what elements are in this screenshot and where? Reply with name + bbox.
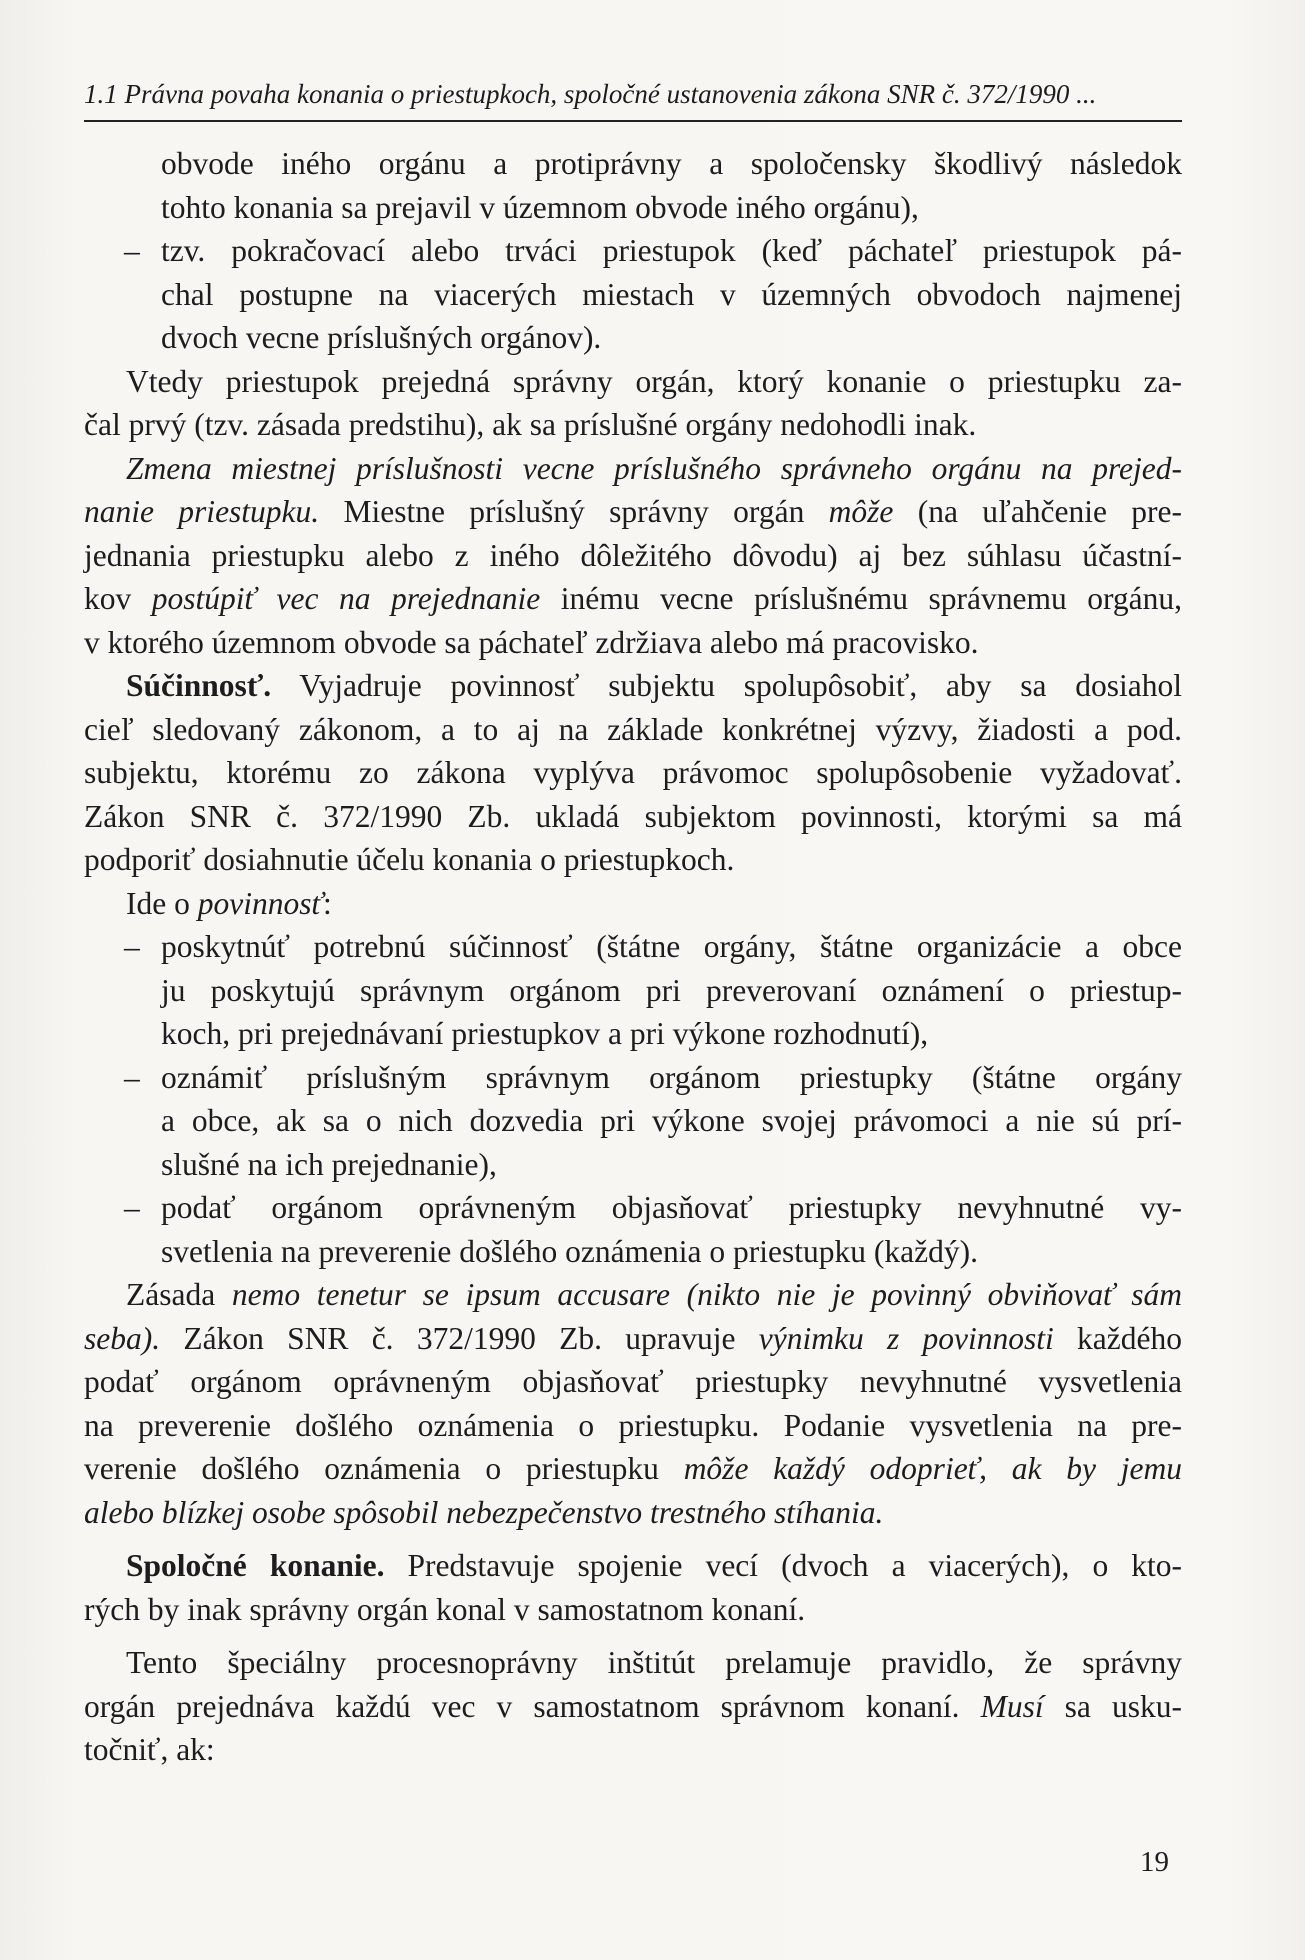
text-span: Miestne príslušný správny orgán [319, 494, 829, 529]
text-line [84, 447, 1182, 491]
text-span: jednania priestupku alebo z iného dôležitého dôvodu) aj bez súhlasu účastní- [84, 537, 1182, 573]
page-body-text [84, 142, 1182, 1772]
italic-span: povinnosť [197, 885, 323, 921]
text-span: poskytnúť potrebnú súčinnosť (štátne orgány, štátne organizácie a obce [161, 929, 1182, 964]
text-span: a obce, ak sa o nich dozvedia pri výkone svojej právomoci a nie sú prí- [161, 1103, 1182, 1138]
text-line [84, 1056, 1182, 1100]
text-span: alebo blízkej osobe spôsobil nebezpečenstvo trestného stíhania. [84, 1494, 884, 1530]
text-line [84, 1186, 1182, 1230]
text-line [84, 1360, 1182, 1404]
italic-span: môže [828, 494, 894, 529]
text-span: Vtedy priestupok prejedná správny orgán, ktorý konanie o priestupku za- [126, 363, 1182, 399]
text-span: Predstavuje spojenie vecí (dvoch a viacerých), o kto- [384, 1548, 1182, 1583]
text-line [84, 1230, 1182, 1274]
text-span: Zmena miestnej príslušnosti vecne príslušného správneho orgánu na prejed- [126, 450, 1182, 486]
text-line [84, 273, 1182, 317]
text-line [84, 1012, 1182, 1056]
text-span: tohto konania sa prejavil v územnom obvode iného orgánu), [161, 189, 919, 225]
text-span: rých by inak správny orgán konal v samostatnom konaní. [84, 1591, 806, 1627]
text-span: ju poskytujú správnym orgánom pri preverovaní oznámení o priestup- [161, 972, 1182, 1008]
text-span: podať orgánom oprávneným objasňovať priestupky nevyhnutné vysvetlenia [84, 1364, 1182, 1399]
text-line [84, 838, 1182, 882]
text-span: na preverenie došlého oznámenia o priestupku. Podanie vysvetlenia na pre- [84, 1407, 1182, 1443]
text-span: podporiť dosiahnutie účelu konania o priestupkoch. [84, 842, 735, 877]
paragraph-gap [84, 1631, 1182, 1641]
text-span: podať orgánom oprávneným objasňovať priestupky nevyhnutné vy- [161, 1190, 1182, 1225]
text-span: Vyjadruje povinnosť subjektu spolupôsobiť, aby sa dosiahol [271, 668, 1182, 703]
text-line [84, 142, 1182, 186]
text-span: cieľ sledovaný zákonom, a to aj na základe konkrétnej výzvy, žiadosti a pod. [84, 711, 1182, 747]
text-span: subjektu, ktorému zo zákona vyplýva právomoc spolupôsobenie vyžadovať. [84, 755, 1182, 790]
text-span: slušné na ich prejednanie), [161, 1146, 497, 1182]
text-span: v ktorého územnom obvode sa páchateľ zdržiava alebo má pracovisko. [84, 624, 979, 660]
italic-span: môže každý odoprieť, ak by jemu [683, 1451, 1183, 1486]
text-line [84, 925, 1182, 969]
text-span: tzv. pokračovací alebo trváci priestupok (keď páchateľ priestupok pá- [161, 233, 1182, 268]
text-line [84, 1099, 1182, 1143]
text-line [84, 1404, 1182, 1448]
text-span: Zákon SNR č. 372/1990 Zb. ukladá subjektom povinnosti, ktorými sa má [84, 798, 1182, 834]
text-span: svetlenia na preverenie došlého oznámenia o priestupku (každý). [161, 1233, 978, 1269]
text-span: chal postupne na viacerých miestach v územných obvodoch najmenej [161, 276, 1182, 312]
text-span: Tento špeciálny procesnoprávny inštitút prelamuje pravidlo, že správny [126, 1645, 1182, 1680]
bold-lead: Spoločné konanie. [126, 1548, 385, 1583]
text-line [84, 1544, 1182, 1588]
text-line [84, 1728, 1182, 1772]
running-header: 1.1 Právna povaha konania o priestupkoch, spoločné ustanovenia zákona SNR č. 372/1990 ... [84, 76, 1182, 122]
text-line [84, 1641, 1182, 1685]
text-line [84, 316, 1182, 360]
text-span: točniť, ak: [84, 1732, 215, 1767]
text-line [84, 229, 1182, 273]
text-line [84, 1491, 1182, 1535]
italic-span: seba). [84, 1320, 161, 1356]
text-line [84, 969, 1182, 1013]
text-line [84, 186, 1182, 230]
italic-span: postúpiť vec na prejednanie [151, 581, 541, 616]
text-line [84, 1447, 1182, 1491]
list-dash: – [124, 929, 140, 964]
text-span: oznámiť príslušným správnym orgánom priestupky (štátne orgány [161, 1059, 1182, 1095]
text-span: verenie došlého oznámenia o priestupku [84, 1451, 684, 1486]
italic-span: výnimku z povinnosti [758, 1320, 1054, 1356]
text-span: inému vecne príslušnému správnemu orgánu, [540, 581, 1182, 616]
text-span: : [322, 885, 332, 921]
text-span: orgán prejednáva každú vec v samostatnom správnom konaní. [84, 1688, 981, 1724]
text-line [84, 621, 1182, 665]
text-span: Ide o [126, 885, 198, 921]
list-dash: – [124, 233, 140, 268]
text-line [84, 708, 1182, 752]
text-span: čal prvý (tzv. zásada predstihu), ak sa príslušné orgány nedohodli inak. [84, 407, 977, 442]
text-line [84, 1317, 1182, 1361]
text-line [84, 751, 1182, 795]
text-line [84, 882, 1182, 926]
bold-lead: Súčinnosť. [126, 668, 272, 703]
text-line [84, 577, 1182, 621]
text-span: Zákon SNR č. 372/1990 Zb. upravuje [160, 1320, 759, 1356]
text-line [84, 1588, 1182, 1632]
list-dash: – [124, 1059, 140, 1095]
text-span: koch, pri prejednávaní priestupkov a pri výkone rozhodnutí), [161, 1016, 929, 1051]
italic-span: Musí [980, 1688, 1044, 1724]
text-line [84, 1143, 1182, 1187]
text-line [84, 1273, 1182, 1317]
text-span: obvode iného orgánu a protiprávny a spoločensky škodlivý následok [161, 146, 1182, 181]
italic-span: nanie priestupku. [84, 494, 320, 529]
page-number: 19 [1140, 1846, 1169, 1878]
text-line [84, 795, 1182, 839]
text-line [84, 490, 1182, 534]
text-span: kov [84, 581, 152, 616]
text-line [84, 664, 1182, 708]
text-span: sa usku- [1043, 1688, 1182, 1724]
italic-span: nemo tenetur se ipsum accusare (nikto nie je povinný obviňovať sám [231, 1277, 1182, 1312]
text-span: (na uľahčenie pre- [893, 494, 1183, 529]
text-span: každého [1053, 1320, 1182, 1356]
text-span: Zásada [126, 1277, 232, 1312]
list-dash: – [124, 1190, 140, 1225]
text-line [84, 403, 1182, 447]
paragraph-gap [84, 1534, 1182, 1544]
text-line [84, 534, 1182, 578]
text-line [84, 1685, 1182, 1729]
text-span: dvoch vecne príslušných orgánov). [161, 320, 602, 355]
text-line [84, 360, 1182, 404]
